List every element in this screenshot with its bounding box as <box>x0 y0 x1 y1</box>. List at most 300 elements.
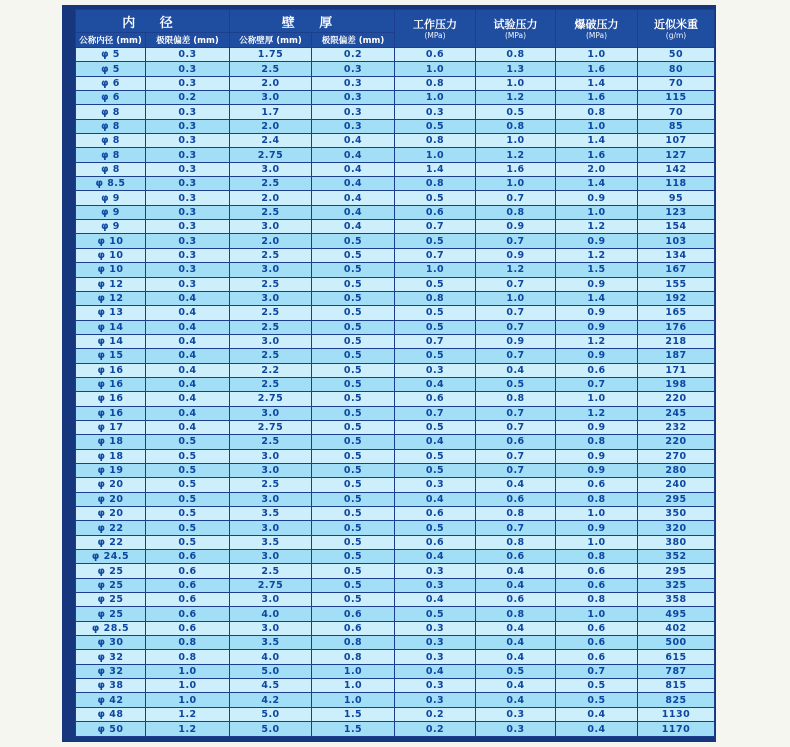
table-cell: 2.5 <box>230 478 312 492</box>
table-cell: 2.5 <box>230 564 312 578</box>
table-cell: 1.2 <box>476 263 556 277</box>
table-cell: 0.5 <box>312 521 395 535</box>
table-cell: 1.6 <box>556 148 638 162</box>
table-cell: 127 <box>638 148 715 162</box>
table-cell: φ 6 <box>76 91 146 105</box>
table-cell: 0.3 <box>146 234 230 248</box>
table-cell: 0.3 <box>312 91 395 105</box>
table-cell: 0.4 <box>146 320 230 334</box>
table-cell: 0.2 <box>395 707 476 721</box>
table-cell: φ 12 <box>76 291 146 305</box>
table-row <box>76 679 715 693</box>
table-cell: 0.5 <box>395 320 476 334</box>
table-cell: 0.7 <box>395 334 476 348</box>
table-cell: φ 19 <box>76 463 146 477</box>
table-row <box>76 693 715 707</box>
table-row <box>76 707 715 721</box>
header-working-pressure <box>395 10 476 48</box>
table-cell: 0.6 <box>556 578 638 592</box>
table-cell: 3.0 <box>230 334 312 348</box>
table-cell: 0.5 <box>312 392 395 406</box>
table-cell: 0.6 <box>146 607 230 621</box>
table-cell: 0.9 <box>556 349 638 363</box>
table-cell: 0.3 <box>476 722 556 737</box>
table-cell: 0.8 <box>146 650 230 664</box>
header-working-pressure-unit: (MPa) <box>424 31 446 40</box>
table-cell: 0.4 <box>146 363 230 377</box>
table-cell: 787 <box>638 664 715 678</box>
table-row <box>76 119 715 133</box>
table-row <box>76 593 715 607</box>
table-cell: 0.3 <box>146 134 230 148</box>
table-cell: 0.6 <box>556 363 638 377</box>
table-cell: 123 <box>638 205 715 219</box>
table-cell: 0.7 <box>476 320 556 334</box>
table-cell: 0.6 <box>395 48 476 62</box>
table-cell: 0.5 <box>312 492 395 506</box>
table-cell: 0.7 <box>476 349 556 363</box>
table-cell: 0.6 <box>556 650 638 664</box>
table-cell: 0.5 <box>395 463 476 477</box>
table-cell: 2.75 <box>230 578 312 592</box>
table-cell: 0.6 <box>395 535 476 549</box>
table-cell: 3.0 <box>230 406 312 420</box>
table-cell: 118 <box>638 177 715 191</box>
table-row <box>76 334 715 348</box>
table-cell: 0.4 <box>146 377 230 391</box>
table-cell: 0.5 <box>312 435 395 449</box>
table-cell: 1.2 <box>476 148 556 162</box>
table-row <box>76 507 715 521</box>
table-cell: φ 9 <box>76 220 146 234</box>
table-cell: 0.9 <box>556 306 638 320</box>
table-cell: 2.5 <box>230 306 312 320</box>
table-cell: 0.4 <box>395 664 476 678</box>
table-cell: φ 50 <box>76 722 146 737</box>
table-cell: 0.5 <box>312 578 395 592</box>
table-cell: 1.0 <box>556 535 638 549</box>
table-cell: 380 <box>638 535 715 549</box>
table-cell: 1.0 <box>556 48 638 62</box>
table-cell: 1.3 <box>476 62 556 76</box>
table-cell: 85 <box>638 119 715 133</box>
table-cell: 0.6 <box>476 435 556 449</box>
table-cell: 0.9 <box>476 248 556 262</box>
table-row <box>76 234 715 248</box>
table-cell: 0.4 <box>476 679 556 693</box>
table-cell: 0.9 <box>556 420 638 434</box>
table-cell: 1.6 <box>476 162 556 176</box>
table-cell: 1.0 <box>312 679 395 693</box>
header-wall-thickness <box>230 10 395 33</box>
table-cell: φ 18 <box>76 435 146 449</box>
table-cell: 0.8 <box>476 607 556 621</box>
table-cell: 0.4 <box>556 707 638 721</box>
table-cell: φ 8 <box>76 148 146 162</box>
table-cell: 1.0 <box>556 119 638 133</box>
table-cell: 1.2 <box>556 406 638 420</box>
table-cell: 0.3 <box>395 578 476 592</box>
table-cell: 0.7 <box>476 420 556 434</box>
table-cell: 0.3 <box>146 162 230 176</box>
table-cell: 0.5 <box>556 679 638 693</box>
table-cell: 0.4 <box>312 162 395 176</box>
table-cell: 352 <box>638 550 715 564</box>
table-cell: 1.4 <box>556 177 638 191</box>
table-cell: 0.5 <box>146 449 230 463</box>
table-cell: φ 22 <box>76 535 146 549</box>
table-cell: 500 <box>638 636 715 650</box>
table-cell: 0.4 <box>146 291 230 305</box>
table-cell: 1.0 <box>395 91 476 105</box>
table-row <box>76 435 715 449</box>
header-test-pressure <box>476 10 556 48</box>
table-cell: 0.8 <box>395 291 476 305</box>
header-wall-thickness-label: 壁 厚 <box>281 15 343 31</box>
table-cell: 0.5 <box>395 607 476 621</box>
table-cell: 4.0 <box>230 650 312 664</box>
table-cell: 2.5 <box>230 177 312 191</box>
table-cell: 0.5 <box>312 535 395 549</box>
table-cell: 0.5 <box>146 507 230 521</box>
table-cell: 1.5 <box>312 722 395 737</box>
table-cell: 0.9 <box>556 320 638 334</box>
table-cell: 0.3 <box>395 650 476 664</box>
table-cell: 0.4 <box>476 693 556 707</box>
table-cell: 2.5 <box>230 349 312 363</box>
table-cell: 270 <box>638 449 715 463</box>
table-cell: 80 <box>638 62 715 76</box>
table-cell: 0.7 <box>556 664 638 678</box>
header-inner-diameter <box>76 10 230 33</box>
table-cell: 0.8 <box>556 435 638 449</box>
table-cell: φ 22 <box>76 521 146 535</box>
subheader-nominal-wall-thickness: 公称壁厚 (mm) <box>230 33 312 48</box>
table-row <box>76 420 715 434</box>
table-cell: 2.75 <box>230 148 312 162</box>
table-header <box>76 10 715 48</box>
table-cell: 4.2 <box>230 693 312 707</box>
table-cell: φ 10 <box>76 234 146 248</box>
table-cell: 0.5 <box>312 593 395 607</box>
table-cell: 187 <box>638 349 715 363</box>
subheader-nominal-inner-diameter: 公称内径 (mm) <box>76 33 146 48</box>
table-cell: 0.4 <box>146 406 230 420</box>
table-cell: 1.0 <box>312 664 395 678</box>
table-cell: 280 <box>638 463 715 477</box>
table-row <box>76 392 715 406</box>
table-row <box>76 578 715 592</box>
table-cell: 402 <box>638 621 715 635</box>
table-cell: 0.8 <box>395 76 476 90</box>
table-cell: 134 <box>638 248 715 262</box>
spec-table-container <box>62 5 716 742</box>
table-cell: φ 20 <box>76 478 146 492</box>
table-cell: 1.4 <box>556 134 638 148</box>
table-cell: 2.0 <box>230 76 312 90</box>
header-working-pressure-label: 工作压力 <box>413 18 457 31</box>
table-cell: 0.8 <box>395 177 476 191</box>
table-cell: 0.4 <box>476 578 556 592</box>
table-cell: 0.7 <box>476 449 556 463</box>
table-body <box>76 48 715 737</box>
table-cell: 245 <box>638 406 715 420</box>
table-cell: 0.5 <box>476 105 556 119</box>
table-cell: 0.3 <box>146 277 230 291</box>
table-cell: φ 9 <box>76 191 146 205</box>
table-cell: 1.0 <box>146 679 230 693</box>
table-cell: 0.9 <box>556 191 638 205</box>
table-cell: φ 20 <box>76 492 146 506</box>
table-cell: 0.5 <box>395 521 476 535</box>
table-cell: 0.6 <box>146 564 230 578</box>
table-cell: 0.5 <box>312 234 395 248</box>
table-cell: 1.0 <box>556 507 638 521</box>
table-cell: 0.4 <box>312 134 395 148</box>
table-row <box>76 550 715 564</box>
table-cell: φ 8 <box>76 134 146 148</box>
table-cell: 0.6 <box>556 564 638 578</box>
table-cell: 1.75 <box>230 48 312 62</box>
table-cell: 0.3 <box>395 693 476 707</box>
table-cell: 1.4 <box>556 76 638 90</box>
table-cell: 0.6 <box>476 550 556 564</box>
table-cell: 0.8 <box>395 134 476 148</box>
table-cell: 70 <box>638 105 715 119</box>
table-cell: 0.5 <box>146 463 230 477</box>
table-cell: φ 5 <box>76 48 146 62</box>
table-cell: 232 <box>638 420 715 434</box>
table-cell: 3.5 <box>230 636 312 650</box>
subheader-inner-diameter-tolerance: 极限偏差 (mm) <box>146 33 230 48</box>
table-cell: 0.4 <box>395 377 476 391</box>
table-cell: 0.6 <box>556 621 638 635</box>
table-cell: 320 <box>638 521 715 535</box>
table-cell: 4.5 <box>230 679 312 693</box>
table-row <box>76 263 715 277</box>
table-cell: φ 24.5 <box>76 550 146 564</box>
table-cell: 2.2 <box>230 363 312 377</box>
table-cell: 0.8 <box>556 492 638 506</box>
table-cell: 0.6 <box>312 621 395 635</box>
table-cell: 3.0 <box>230 291 312 305</box>
table-cell: 0.6 <box>146 578 230 592</box>
table-cell: 107 <box>638 134 715 148</box>
table-row <box>76 291 715 305</box>
table-cell: 0.8 <box>476 119 556 133</box>
table-cell: 0.3 <box>146 148 230 162</box>
table-cell: 0.4 <box>312 220 395 234</box>
table-cell: 0.5 <box>312 263 395 277</box>
table-cell: 0.9 <box>476 220 556 234</box>
table-cell: 0.5 <box>312 306 395 320</box>
table-cell: 0.2 <box>312 48 395 62</box>
table-cell: 0.4 <box>476 636 556 650</box>
table-row <box>76 134 715 148</box>
table-cell: 0.3 <box>395 636 476 650</box>
table-cell: φ 13 <box>76 306 146 320</box>
table-row <box>76 349 715 363</box>
table-cell: 0.5 <box>312 291 395 305</box>
table-cell: 0.6 <box>146 621 230 635</box>
table-cell: φ 30 <box>76 636 146 650</box>
table-cell: 0.5 <box>476 377 556 391</box>
header-burst-pressure-unit: (MPa) <box>585 31 608 40</box>
table-row <box>76 406 715 420</box>
table-cell: 825 <box>638 693 715 707</box>
table-cell: φ 16 <box>76 406 146 420</box>
table-row <box>76 636 715 650</box>
table-cell: 0.5 <box>312 277 395 291</box>
table-cell: 0.3 <box>312 62 395 76</box>
table-cell: 0.4 <box>146 306 230 320</box>
table-cell: 0.8 <box>476 392 556 406</box>
table-cell: 5.0 <box>230 707 312 721</box>
table-cell: 3.0 <box>230 492 312 506</box>
table-row <box>76 148 715 162</box>
table-cell: 0.7 <box>476 306 556 320</box>
table-cell: 1.0 <box>556 607 638 621</box>
table-cell: 0.6 <box>395 205 476 219</box>
table-cell: 3.0 <box>230 263 312 277</box>
table-row <box>76 521 715 535</box>
table-cell: 5.0 <box>230 664 312 678</box>
table-row <box>76 62 715 76</box>
table-cell: 2.5 <box>230 277 312 291</box>
table-cell: φ 25 <box>76 564 146 578</box>
table-cell: 167 <box>638 263 715 277</box>
header-inner-diameter-label: 内 径 <box>122 15 183 31</box>
table-cell: 1.0 <box>476 134 556 148</box>
table-cell: 0.6 <box>146 550 230 564</box>
table-cell: 0.3 <box>395 105 476 119</box>
table-cell: 1.6 <box>556 62 638 76</box>
table-cell: 0.5 <box>312 248 395 262</box>
table-row <box>76 664 715 678</box>
table-cell: 0.7 <box>395 248 476 262</box>
table-cell: 2.5 <box>230 435 312 449</box>
table-cell: 0.3 <box>146 105 230 119</box>
table-row <box>76 76 715 90</box>
table-row <box>76 377 715 391</box>
table-cell: 103 <box>638 234 715 248</box>
table-cell: 2.5 <box>230 62 312 76</box>
table-cell: 5.0 <box>230 722 312 737</box>
table-cell: 3.0 <box>230 463 312 477</box>
table-cell: 0.7 <box>476 234 556 248</box>
table-cell: 0.5 <box>146 535 230 549</box>
table-row <box>76 492 715 506</box>
table-cell: 0.3 <box>146 205 230 219</box>
table-row <box>76 105 715 119</box>
table-cell: 1.0 <box>556 392 638 406</box>
table-cell: 3.0 <box>230 220 312 234</box>
table-cell: 0.5 <box>312 449 395 463</box>
table-cell: 0.5 <box>395 449 476 463</box>
table-cell: 2.0 <box>230 234 312 248</box>
header-meter-weight <box>638 10 715 48</box>
table-row <box>76 621 715 635</box>
table-cell: 0.4 <box>476 564 556 578</box>
table-cell: 0.3 <box>146 191 230 205</box>
table-cell: 154 <box>638 220 715 234</box>
table-cell: 3.5 <box>230 535 312 549</box>
table-cell: 0.4 <box>395 492 476 506</box>
table-cell: φ 16 <box>76 377 146 391</box>
table-cell: 0.5 <box>476 664 556 678</box>
table-row <box>76 722 715 737</box>
table-cell: 1.2 <box>146 707 230 721</box>
table-cell: 0.5 <box>556 693 638 707</box>
header-meter-weight-label: 近似米重 <box>654 18 698 31</box>
header-burst-pressure <box>556 10 638 48</box>
header-burst-pressure-label: 爆破压力 <box>574 18 619 31</box>
header-test-pressure-unit: (MPa) <box>504 31 527 40</box>
table-cell: 0.5 <box>312 320 395 334</box>
table-cell: 1.2 <box>146 722 230 737</box>
table-cell: φ 28.5 <box>76 621 146 635</box>
table-cell: 0.9 <box>476 334 556 348</box>
table-cell: 0.4 <box>146 349 230 363</box>
table-cell: φ 38 <box>76 679 146 693</box>
table-cell: 0.4 <box>476 621 556 635</box>
table-cell: 0.5 <box>395 277 476 291</box>
table-cell: 0.7 <box>476 406 556 420</box>
table-cell: 1.0 <box>395 263 476 277</box>
table-cell: 1.0 <box>476 76 556 90</box>
table-cell: 0.8 <box>312 650 395 664</box>
table-cell: 155 <box>638 277 715 291</box>
table-cell: 0.4 <box>476 363 556 377</box>
table-cell: 192 <box>638 291 715 305</box>
table-cell: 1.6 <box>556 91 638 105</box>
spec-table <box>75 9 715 737</box>
table-cell: 0.7 <box>476 521 556 535</box>
table-cell: φ 12 <box>76 277 146 291</box>
table-cell: φ 20 <box>76 507 146 521</box>
table-cell: 0.3 <box>312 105 395 119</box>
table-row <box>76 650 715 664</box>
table-cell: 2.0 <box>230 119 312 133</box>
table-cell: φ 42 <box>76 693 146 707</box>
table-cell: 1.7 <box>230 105 312 119</box>
table-cell: φ 25 <box>76 593 146 607</box>
table-cell: 0.5 <box>395 420 476 434</box>
table-cell: 2.4 <box>230 134 312 148</box>
table-cell: 0.5 <box>146 521 230 535</box>
table-cell: 0.6 <box>395 507 476 521</box>
table-cell: 0.3 <box>395 478 476 492</box>
table-row <box>76 463 715 477</box>
table-cell: 0.5 <box>146 435 230 449</box>
table-cell: 1.0 <box>312 693 395 707</box>
table-cell: 2.75 <box>230 420 312 434</box>
subheader-wall-thickness-tolerance: 极限偏差 (mm) <box>312 33 395 48</box>
header-test-pressure-label: 试验压力 <box>493 18 538 31</box>
table-cell: 2.5 <box>230 248 312 262</box>
table-cell: 115 <box>638 91 715 105</box>
table-cell: 0.4 <box>556 722 638 737</box>
table-cell: 1.2 <box>556 220 638 234</box>
table-row <box>76 535 715 549</box>
table-cell: 0.4 <box>312 148 395 162</box>
table-cell: 0.3 <box>395 564 476 578</box>
table-cell: 0.6 <box>395 392 476 406</box>
table-cell: φ 8 <box>76 105 146 119</box>
table-row <box>76 220 715 234</box>
table-cell: 0.6 <box>476 593 556 607</box>
table-cell: 2.0 <box>556 162 638 176</box>
